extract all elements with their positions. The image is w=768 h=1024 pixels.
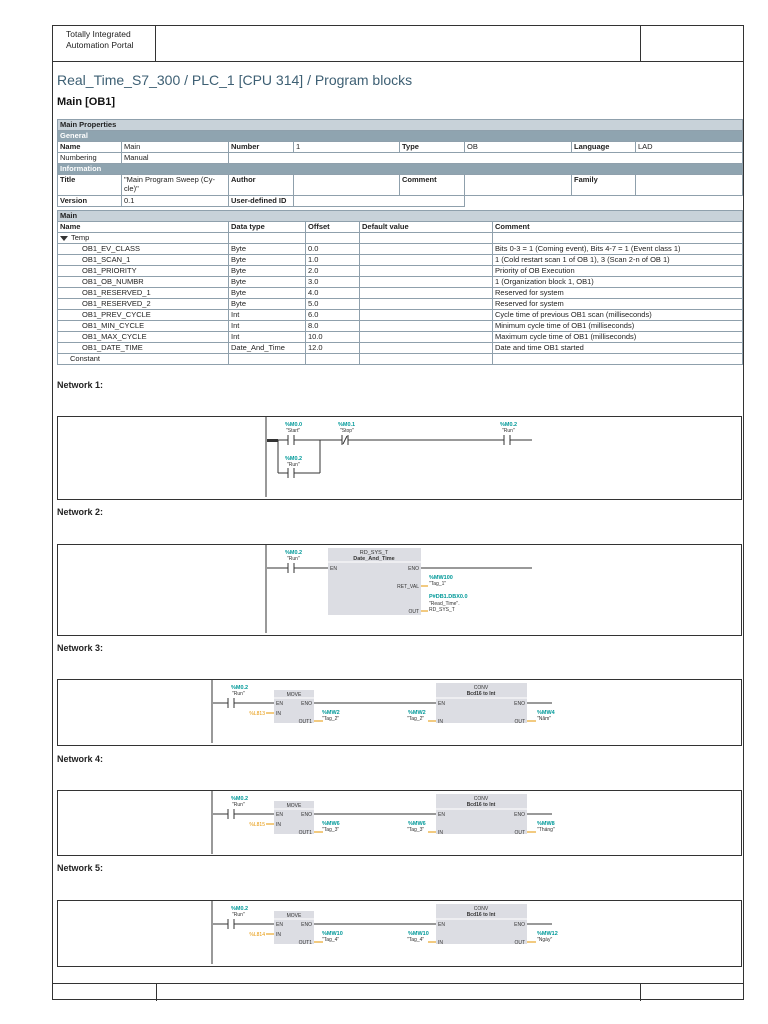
constant-label: %L815	[249, 822, 265, 828]
box-subtitle[interactable]: Bcd16 to Int	[466, 802, 496, 808]
table-cell	[360, 255, 493, 266]
title-label: Title	[58, 175, 122, 196]
pin-in: IN	[276, 711, 281, 717]
block-title: Main [OB1]	[57, 96, 116, 108]
network-4[interactable]	[57, 790, 742, 856]
table-cell: Byte	[229, 266, 306, 277]
table-cell	[360, 288, 493, 299]
project-path: Real_Time_S7_300 / PLC_1 [CPU 314] / Program blocks	[57, 72, 413, 88]
table-cell: 4.0	[306, 288, 360, 299]
addr-label: %M0.2	[285, 550, 303, 556]
table-cell	[360, 310, 493, 321]
interface-rows	[58, 244, 743, 354]
table-cell: Maximum cycle time of OB1 (milliseconds)	[493, 332, 743, 343]
table-row[interactable]	[58, 343, 743, 354]
pin-out1: OUT1	[298, 940, 312, 946]
table-cell: Byte	[229, 288, 306, 299]
network-diagram	[58, 901, 743, 967]
pin-in: IN	[276, 822, 281, 828]
addr-label: %M0.2	[500, 422, 518, 428]
portal-line-2: Automation Portal	[66, 40, 134, 50]
name-label: Name	[58, 142, 122, 153]
box-title[interactable]: CONV	[473, 796, 489, 802]
tag-label: "Run"	[502, 428, 515, 434]
collapse-triangle-icon[interactable]	[60, 236, 68, 241]
tag-label: "Ngày"	[537, 937, 553, 943]
table-cell: Bits 0-3 = 1 (Coming event), Bits 4-7 = 1 (Event class 1)	[493, 244, 743, 255]
pin-out: OUT	[514, 830, 525, 836]
addr-label: %MW6	[408, 821, 426, 827]
table-cell	[360, 343, 493, 354]
contact-stop-slash	[343, 436, 347, 444]
network-1-label: Network 1:	[57, 380, 104, 390]
empty-cell	[360, 354, 493, 365]
empty-cell	[229, 153, 743, 164]
table-cell: 12.0	[306, 343, 360, 354]
number-value: 1	[294, 142, 400, 153]
table-cell: Cycle time of previous OB1 scan (milliseconds)	[493, 310, 743, 321]
footer-divider-1	[156, 984, 157, 1001]
addr-label: %M0.0	[285, 422, 303, 428]
col-header-datatype: Data type	[229, 222, 306, 233]
network-5[interactable]	[57, 900, 742, 967]
udid-label: User-defined ID	[229, 196, 294, 207]
network-3[interactable]	[57, 679, 742, 746]
table-cell: 1.0	[306, 255, 360, 266]
empty-cell	[306, 233, 360, 244]
pin-en: EN	[276, 922, 283, 928]
addr-label: %MW4	[537, 710, 555, 716]
col-header-offset: Offset	[306, 222, 360, 233]
numbering-label: Numbering	[58, 153, 122, 164]
tag-label: RD_SYS_T	[429, 607, 455, 613]
table-cell: OB1_MAX_CYCLE	[58, 332, 229, 343]
network-diagram	[58, 791, 743, 857]
table-row[interactable]	[58, 255, 743, 266]
table-cell: 8.0	[306, 321, 360, 332]
tag-label: "Start"	[286, 428, 301, 434]
family-label: Family	[572, 175, 636, 196]
tag-label: "Tag_3"	[322, 827, 340, 833]
name-value: Main	[122, 142, 229, 153]
tag-label: "Run"	[287, 462, 300, 468]
tag-label: "Read_Time".	[429, 601, 460, 607]
table-cell: OB1_PRIORITY	[58, 266, 229, 277]
addr-label: %M0.2	[285, 456, 303, 462]
type-label: Type	[400, 142, 465, 153]
footer-divider-2	[640, 984, 641, 1001]
temp-label: Temp	[71, 233, 90, 242]
title-value	[122, 175, 229, 196]
addr-label: %MW10	[322, 931, 343, 937]
pin-eno: ENO	[301, 922, 312, 928]
table-row[interactable]	[58, 321, 743, 332]
network-diagram	[58, 680, 743, 746]
table-cell: Date_And_Time	[229, 343, 306, 354]
comment-value	[465, 175, 572, 196]
empty-cell	[493, 354, 743, 365]
constant-row: Constant	[58, 354, 229, 365]
network-1-diagram	[58, 417, 743, 501]
table-cell: Byte	[229, 299, 306, 310]
properties-table	[57, 119, 743, 207]
addr-label: %MW10	[408, 931, 429, 937]
title-value-line-2: cle)"	[124, 184, 139, 193]
pin-en: EN	[276, 701, 283, 707]
box-title[interactable]: MOVE	[286, 692, 302, 698]
addr-label: %M0.1	[338, 422, 356, 428]
col-header-comment: Comment	[493, 222, 743, 233]
addr-label: %MW12	[537, 931, 558, 937]
pin-en: EN	[438, 701, 445, 707]
tag-label: "Run"	[232, 691, 245, 697]
tag-label: "Run"	[232, 912, 245, 918]
table-cell: OB1_SCAN_1	[58, 255, 229, 266]
table-cell: Byte	[229, 255, 306, 266]
tag-label: "Tag_4"	[322, 937, 340, 943]
box-title[interactable]: CONV	[473, 685, 489, 691]
table-cell: Minimum cycle time of OB1 (milliseconds)	[493, 321, 743, 332]
pin-in: IN	[438, 719, 443, 725]
language-value: LAD	[636, 142, 743, 153]
language-label: Language	[572, 142, 636, 153]
table-row[interactable]	[58, 244, 743, 255]
tag-label: "Tag_3"	[407, 827, 425, 833]
tag-label: "Tag_2"	[407, 716, 425, 722]
sub-header: Information	[58, 164, 743, 175]
pin-out: OUT	[408, 609, 419, 615]
tag-label: "Run"	[232, 802, 245, 808]
author-value	[294, 175, 400, 196]
table-cell: OB1_OB_NUMBR	[58, 277, 229, 288]
table-cell: OB1_RESERVED_1	[58, 288, 229, 299]
tag-label: "Năm"	[537, 716, 552, 722]
empty-cell	[360, 233, 493, 244]
table-cell: 5.0	[306, 299, 360, 310]
family-value	[636, 175, 743, 196]
table-cell: Byte	[229, 277, 306, 288]
table-cell: 0.0	[306, 244, 360, 255]
pin-eno: ENO	[301, 812, 312, 818]
table-cell: Reserved for system	[493, 288, 743, 299]
box-title[interactable]: CONV	[473, 906, 489, 912]
tag-label: "Tag_1"	[429, 581, 447, 587]
network-5-label: Network 5:	[57, 863, 104, 873]
pin-ret-val: RET_VAL	[397, 584, 419, 590]
table-cell: Reserved for system	[493, 299, 743, 310]
pin-out: OUT	[514, 940, 525, 946]
addr-label: %M0.2	[231, 906, 249, 912]
pin-eno: ENO	[514, 922, 525, 928]
pin-out1: OUT1	[298, 719, 312, 725]
table-cell: Date and time OB1 started	[493, 343, 743, 354]
table-cell: Int	[229, 332, 306, 343]
table-row[interactable]	[58, 332, 743, 343]
table-cell: OB1_DATE_TIME	[58, 343, 229, 354]
box-title: RD_SYS_T	[359, 550, 389, 556]
table-cell	[360, 332, 493, 343]
pin-out: OUT	[514, 719, 525, 725]
pin-en: EN	[438, 922, 445, 928]
empty-cell	[465, 196, 743, 207]
table-cell	[360, 266, 493, 277]
col-header-default: Default value	[360, 222, 493, 233]
table-cell: 10.0	[306, 332, 360, 343]
table-row[interactable]	[58, 288, 743, 299]
pin-out1: OUT1	[298, 830, 312, 836]
network-2-diagram	[58, 545, 743, 637]
table-row[interactable]	[58, 299, 743, 310]
table-cell: Byte	[229, 244, 306, 255]
tag-label: "Tag_4"	[407, 937, 425, 943]
table-cell: 2.0	[306, 266, 360, 277]
constant-label: %L814	[249, 932, 265, 938]
table-row[interactable]	[58, 310, 743, 321]
network-1[interactable]	[57, 416, 742, 500]
empty-cell	[229, 354, 306, 365]
addr-label: %MW100	[429, 575, 453, 581]
author-label: Author	[229, 175, 294, 196]
table-cell: 1 (Organization block 1, OB1)	[493, 277, 743, 288]
table-cell: OB1_RESERVED_2	[58, 299, 229, 310]
header-divider	[640, 25, 641, 61]
page-footer	[52, 983, 744, 1001]
number-label: Number	[229, 142, 294, 153]
addr-label: %M0.2	[231, 796, 249, 802]
col-header-name: Name	[58, 222, 229, 233]
pin-eno: ENO	[514, 701, 525, 707]
comment-label: Comment	[400, 175, 465, 196]
empty-cell	[493, 233, 743, 244]
addr-label: %MW2	[322, 710, 340, 716]
table-cell	[360, 277, 493, 288]
constant-label: %L813	[249, 711, 265, 717]
tag-label: "Stop"	[340, 428, 354, 434]
interface-table	[57, 210, 743, 365]
table-cell: 6.0	[306, 310, 360, 321]
numbering-value: Manual	[122, 153, 229, 164]
addr-label: P#DB1.DBX0.0	[429, 594, 468, 600]
box-title[interactable]: MOVE	[286, 913, 302, 919]
temp-row[interactable]	[58, 233, 229, 244]
type-value: OB	[465, 142, 572, 153]
addr-label: %M0.2	[231, 685, 249, 691]
table-cell: Priority of OB Execution	[493, 266, 743, 277]
sub-header: General	[58, 131, 743, 142]
version-label: Version	[58, 196, 122, 207]
pin-in: IN	[438, 940, 443, 946]
title-value-line-1: "Main Program Sweep (Cy-	[124, 175, 216, 184]
pin-in: IN	[438, 830, 443, 836]
table-cell: 3.0	[306, 277, 360, 288]
pin-eno: ENO	[514, 812, 525, 818]
table-cell: OB1_PREV_CYCLE	[58, 310, 229, 321]
table-cell: 1 (Cold restart scan 1 of OB 1), 3 (Scan 2-n of OB 1)	[493, 255, 743, 266]
pin-en: EN	[330, 566, 337, 572]
box-subtitle: Date_And_Time	[353, 556, 395, 562]
box-subtitle[interactable]: Bcd16 to Int	[466, 691, 496, 697]
table-cell: Int	[229, 310, 306, 321]
table-row[interactable]	[58, 266, 743, 277]
addr-label: %MW6	[322, 821, 340, 827]
section-header: Main Properties	[58, 120, 743, 131]
pin-en: EN	[438, 812, 445, 818]
table-cell	[360, 244, 493, 255]
table-row[interactable]	[58, 277, 743, 288]
table-cell	[360, 299, 493, 310]
version-value: 0.1	[122, 196, 229, 207]
box-title[interactable]: MOVE	[286, 803, 302, 809]
page-header	[52, 25, 744, 62]
table-cell: OB1_EV_CLASS	[58, 244, 229, 255]
addr-label: %MW8	[537, 821, 555, 827]
tag-label: "Tag_2"	[322, 716, 340, 722]
portal-line-1: Totally Integrated	[66, 29, 131, 39]
portal-label	[52, 25, 156, 61]
tag-label: "Run"	[287, 556, 300, 562]
pin-eno: ENO	[301, 701, 312, 707]
section-header: Main	[58, 211, 743, 222]
pin-eno: ENO	[408, 566, 419, 572]
table-cell: Int	[229, 321, 306, 332]
empty-cell	[306, 354, 360, 365]
addr-label: %MW2	[408, 710, 426, 716]
network-4-label: Network 4:	[57, 754, 104, 764]
table-cell: OB1_MIN_CYCLE	[58, 321, 229, 332]
network-3-label: Network 3:	[57, 643, 104, 653]
udid-value	[294, 196, 465, 207]
pin-en: EN	[276, 812, 283, 818]
network-2-label: Network 2:	[57, 507, 104, 517]
pin-in: IN	[276, 932, 281, 938]
table-cell	[360, 321, 493, 332]
empty-cell	[229, 233, 306, 244]
tag-label: "Tháng"	[537, 827, 555, 833]
box-subtitle[interactable]: Bcd16 to Int	[466, 912, 496, 918]
network-2[interactable]	[57, 544, 742, 636]
